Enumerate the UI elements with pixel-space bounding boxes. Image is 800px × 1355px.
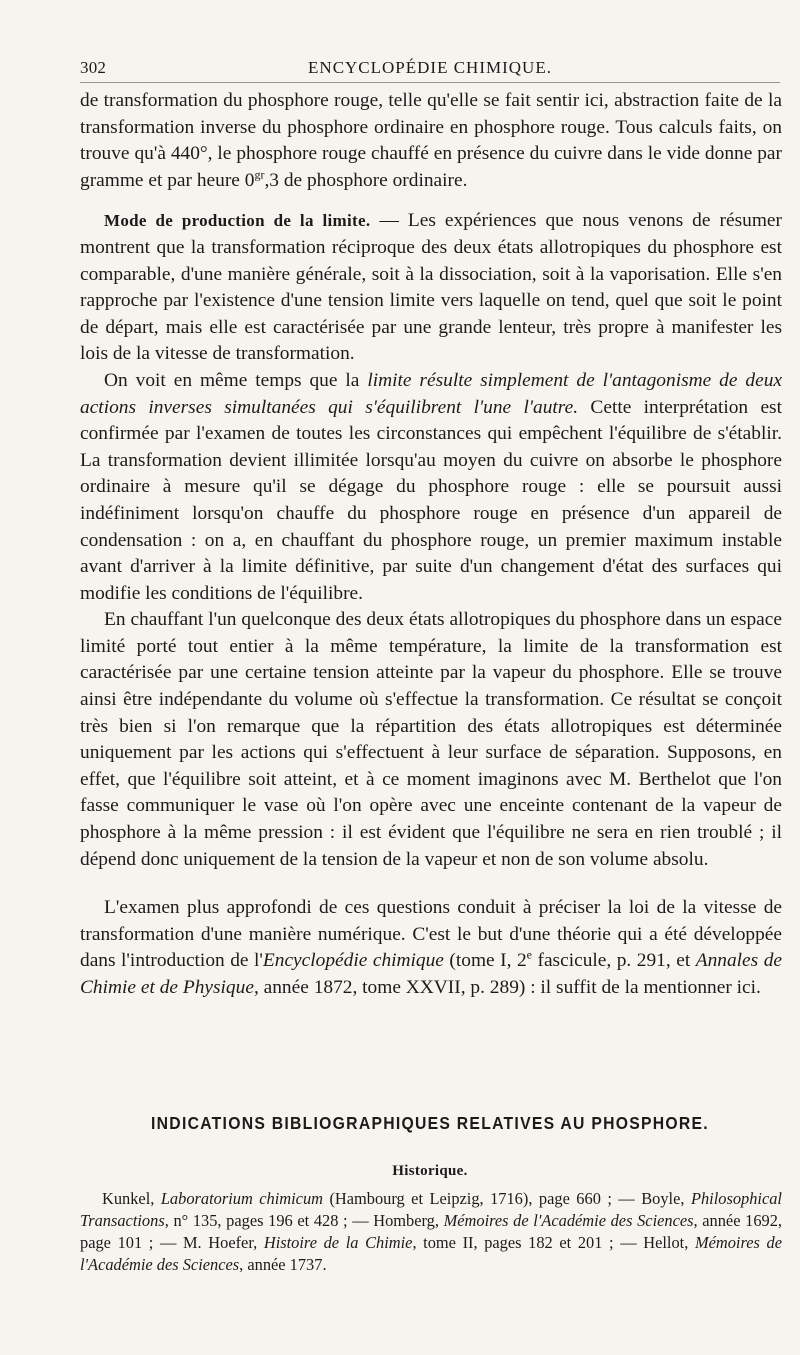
main-text [80, 88, 782, 1002]
bibliography-title: INDICATIONS BIBLIOGRAPHIQUES RELATIVES AU PHOSPHORE. [151, 1113, 709, 1133]
paragraph-2: Mode de production de la limite. — Les expériences que nous venons de résumer montrent que la transformation réciproque des deux états allotropiques du phosphore est comparable, d'une manière générale, soit à la dissociation, soit à la vaporisation. Elle s'en rapproche par l'existence d'une tension limite vers laquelle on tend, quel que soit le point de départ, mais elle est caractérisée par une grande lenteur, très propre à manifester les lois de la vitesse de transformation. [80, 210, 782, 365]
paragraph-4: En chauffant l'un quelconque des deux états allotropiques du phosphore dans un espace limité porté tout entier à la même température, la limite de la transformation est caractérisée par une certaine tension atteinte par la vapeur du phosphore. Elle se trouve ainsi être indépendante du volume où s'effectue la transformation. Ce résultat se conçoit très bien si l'on remarque que la répartition des états allotropiques est déterminée uniquement par les actions qui s'effectuent à leur surface de séparation. Supposons, en effet, que l'équilibre soit atteint, et à ce moment imaginons avec M. Berthelot que l'on fasse communiquer le vase où l'on opère avec une enceinte contenant de la vapeur de phosphore à la même pression : il est évident que l'équilibre ne sera en rien troublé ; il dépend donc uniquement de la tension de la vapeur et non de son volume absolu. [80, 609, 782, 870]
paragraph-1: de transformation du phosphore rouge, telle qu'elle se fait sentir ici, abstraction faite de la transformation inverse du phosphore ordinaire en phosphore rouge. Tous calculs faits, on trouve qu'à 440°, le phosphore rouge chauffé en présence du cuivre dans le vide donne par gramme et par heure $0^{gr},3$ de phosphore ordinaire. [80, 90, 782, 191]
paragraph-5: L'examen plus approfondi de ces questions conduit à préciser la loi de la vitesse de transformation d'une manière numérique. C'est le but d'une théorie qui a été développée dans l'introduction de l'Encyclopédie chimique (tome I, 2e fascicule, p. 291, et Annales de Chimie et de Physique, année 1872, tome XXVII, p. 289) : il suffit de la mentionner ici. [80, 897, 782, 998]
bibliography-entries [80, 1188, 782, 1276]
paragraph-3: On voit en même temps que la limite résulte simplement de l'antagonisme de deux actions inverses simultanées qui s'équilibrent l'une l'autre. Cette interprétation est confirmée par l'examen de toutes les circonstances qui empêchent l'équilibre de s'établir. La transformation devient illimitée lorsqu'au moyen du cuivre on absorbe le phosphore ordinaire à mesure qu'il se dégage du phosphore rouge : elle se poursuit aussi indéfiniment lorsqu'on chauffe du phosphore rouge en présence d'un appareil de condensation : on a, en chauffant du phosphore rouge, un premier maximum instable avant d'arriver à la limite définitive, par suite d'un changement d'état des surfaces qui modifie les conditions de l'équilibre. [80, 369, 782, 604]
page-number: 302 [80, 58, 107, 77]
header-rule [80, 82, 780, 83]
running-title: ENCYCLOPÉDIE CHIMIQUE. [308, 58, 552, 77]
bibliography-subtitle: Historique. [392, 1163, 468, 1179]
bibliography-paragraph: Kunkel, Laboratorium chimicum (Hambourg et Leipzig, 1716), page 660 ; — Boyle, Philosophical Transactions, n° 135, pages 196 et 428 ; — Homberg, Mémoires de l'Académie des Sciences, année 1692, page 101 ; — M. Hoefer, Histoire de la Chimie, tome II, pages 182 et 201 ; — Hellot, Mémoires de l'Académie des Sciences, année 1737. [80, 1189, 783, 1274]
section-run-in-heading: Mode de production de la limite. [104, 211, 371, 231]
